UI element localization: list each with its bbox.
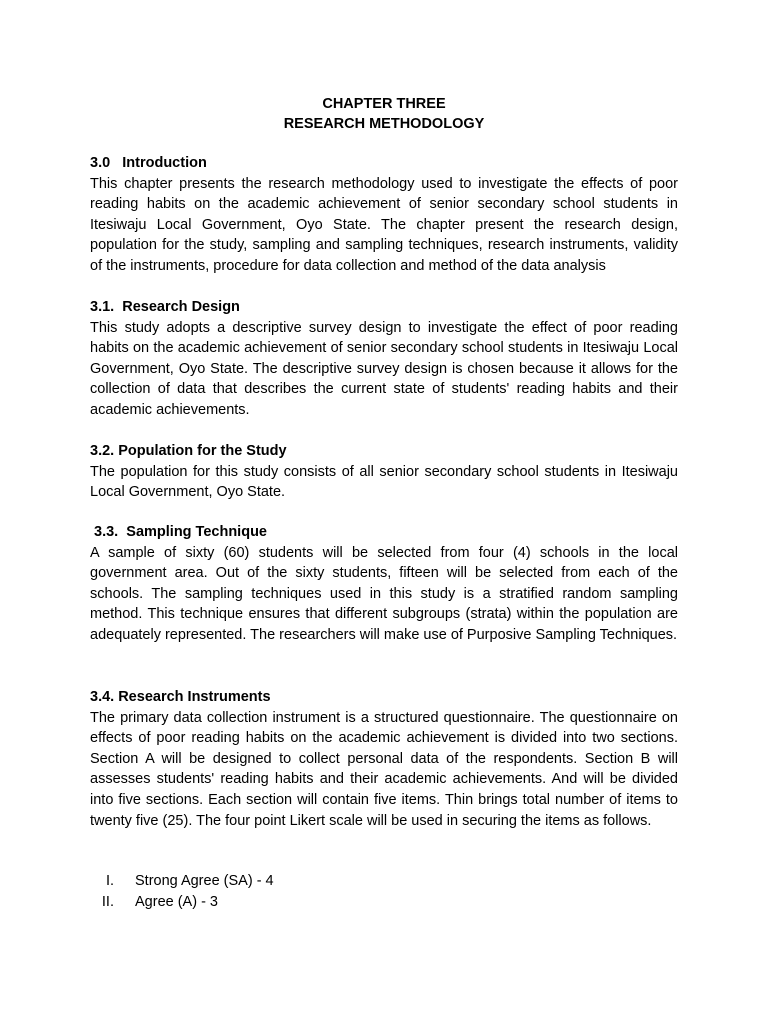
chapter-heading: [90, 94, 678, 134]
list-text: Agree (A) - 3: [135, 893, 218, 910]
section-body: This chapter presents the research methodology used to investigate the effects of poor reading habits on the academic achievement of senior secondary school students in Itesiwaju Local Government, Oyo State. The chapter present the research design, population for the study, sampling and sampling techniques, research instruments, validity of the instruments, procedure for data collection and method of the data analysis: [90, 175, 678, 274]
list-item: [90, 892, 678, 913]
list-numeral: II.: [101, 893, 114, 910]
list-item: [90, 871, 678, 892]
section-heading: 3.0 Introduction: [90, 155, 207, 171]
section-heading: 3.3. Sampling Technique: [90, 524, 267, 540]
section-research-instruments: [90, 687, 678, 831]
list-text: Strong Agree (SA) - 4: [135, 873, 274, 889]
section-sampling-technique: [90, 522, 678, 646]
section-heading: 3.4. Research Instruments: [90, 689, 271, 705]
section-population: [90, 441, 678, 503]
section-heading: 3.1. Research Design: [90, 299, 240, 315]
chapter-title: RESEARCH METHODOLOGY: [283, 116, 485, 132]
section-body: The primary data collection instrument is a structured questionnaire. The questionnaire on effects of poor reading habits on the academic achievement is divided into two sections. Section A will be designed to collect personal data of the respondents. Section B will assesses students' reading habits and their academic achievements. And will be divided into five sections. Each section will contain five items. Thin brings total number of items to twenty five (25). The four point Likert scale will be used in securing the items as follows.: [90, 709, 678, 829]
likert-scale-list: [90, 871, 678, 912]
section-body: The population for this study consists of all senior secondary school students in Itesiwaju Local Government, Oyo State.: [90, 463, 678, 501]
chapter-label: CHAPTER THREE: [322, 96, 446, 112]
section-heading: 3.2. Population for the Study: [90, 443, 287, 459]
section-body: This study adopts a descriptive survey design to investigate the effect of poor reading habits on the academic achievement of senior secondary school students in Itesiwaju Local Government, Oyo State. The descriptive survey design is chosen because it allows for the collection of data that describes the current state of students' reading habits and their academic achievements.: [90, 319, 678, 418]
list-numeral: I.: [105, 873, 114, 889]
section-body: A sample of sixty (60) students will be selected from four (4) schools in the local government area. Out of the sixty students, fifteen will be selected from each of the schools. The sampling techniques used in this study is a stratified random sampling method. This technique ensures that different subgroups (strata) within the population are adequately represented. The researchers will make use of Purposive Sampling Techniques.: [90, 544, 678, 643]
section-research-design: [90, 297, 678, 421]
section-introduction: [90, 153, 678, 277]
